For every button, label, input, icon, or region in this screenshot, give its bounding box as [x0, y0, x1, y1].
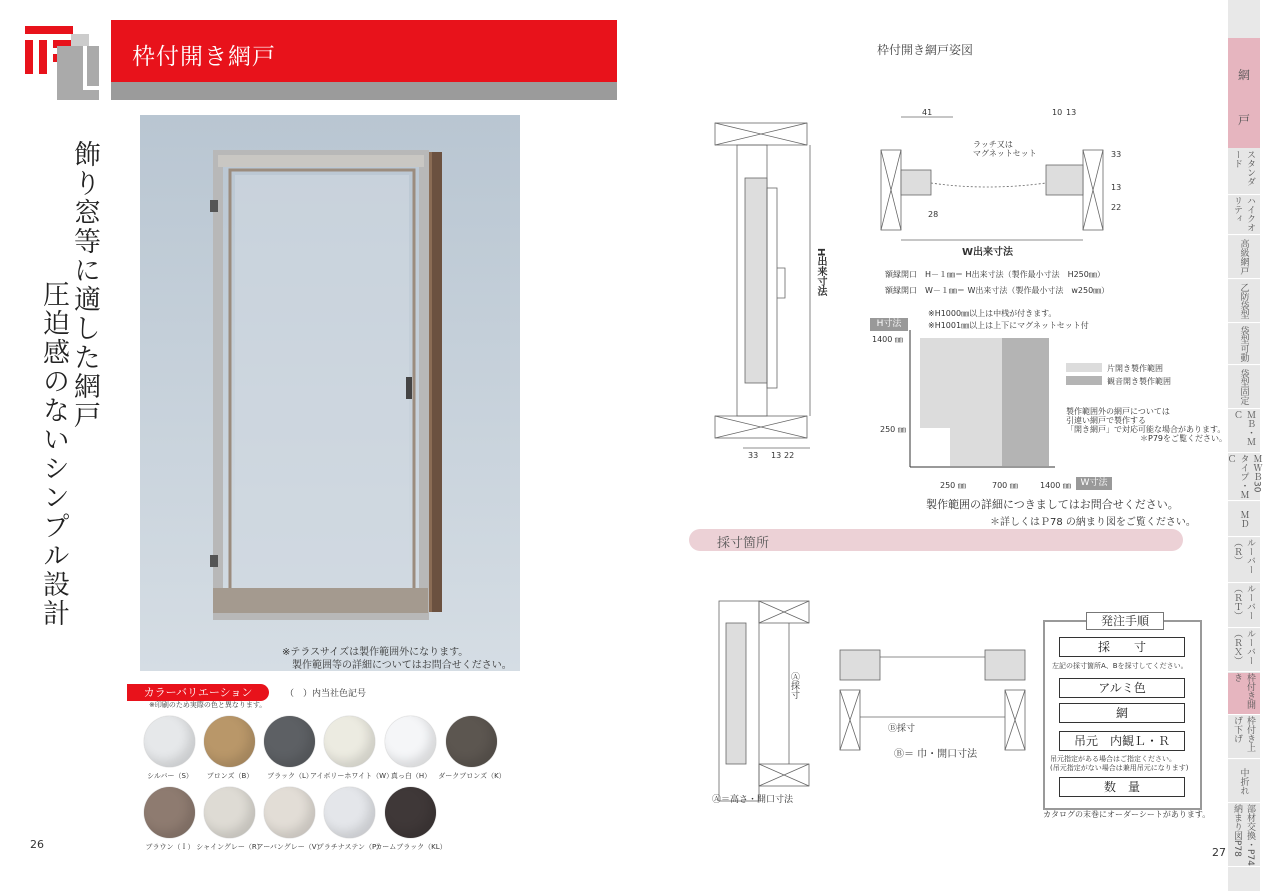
vertical-section-drawing	[700, 118, 840, 498]
order-step-net: 網	[1059, 703, 1185, 723]
color-swatch	[204, 787, 255, 838]
sidebar-item[interactable]: 乙防袋型	[1228, 280, 1260, 323]
color-swatch-label: アイボリーホワイト（W）	[310, 772, 394, 780]
range-note-4: ＊P79をご覧ください。	[1140, 434, 1228, 443]
y-axis-label: H寸法	[870, 318, 908, 331]
dim-10: 10	[1052, 108, 1063, 117]
y-tick-1400: 1400 ㎜	[872, 335, 903, 344]
legend-single-label: 片開き製作範囲	[1107, 364, 1163, 373]
sidebar-category-net[interactable]	[1228, 38, 1260, 148]
title-shadow	[111, 82, 617, 100]
range-note-3: 「開き網戸」で対応可能な場合があります。	[1066, 425, 1226, 434]
x-tick-1400: 1400 ㎜	[1040, 481, 1071, 490]
sidebar-item[interactable]: スタンダード	[1228, 150, 1260, 195]
x-tick-700: 700 ㎜	[992, 481, 1018, 490]
sidebar-item[interactable]: 高級網戸	[1228, 236, 1260, 279]
measure-vertical-drawing	[704, 596, 819, 811]
order-title: 発注手順	[1086, 612, 1164, 630]
color-swatch	[385, 787, 436, 838]
legend-single	[1066, 363, 1102, 372]
double-open-area	[1002, 338, 1049, 466]
color-swatch-label: カームブラック（KL）	[375, 843, 447, 851]
formula-2: 額縁開口 W－１㎜＝ W出来寸法（製作最小寸法 w250㎜）	[885, 286, 1110, 295]
dim-r13: 13	[1111, 183, 1122, 192]
color-swatch-label: ダークブロンズ（K）	[438, 772, 506, 780]
sidebar-item[interactable]: 枠付き開き	[1228, 673, 1260, 715]
color-swatch-label: シルバー（S）	[147, 772, 193, 780]
color-swatch-label: ブロンズ（B）	[206, 772, 254, 780]
order-footer: カタログの末巻にオーダーシートがあります。	[1043, 810, 1211, 819]
order-step-hinge-note-1: 吊元指定がある場合はご指定ください。	[1050, 755, 1176, 763]
measure-horizontal-drawing	[835, 645, 1030, 755]
order-step-color: アルミ色	[1059, 678, 1185, 698]
h-size-label: H出来寸法	[815, 248, 826, 297]
w-size-label: W出来寸法	[962, 247, 1014, 258]
color-swatch-label: ブラウン（Ｉ）	[145, 843, 195, 851]
color-swatch	[144, 787, 195, 838]
color-swatch	[264, 787, 315, 838]
page-number-right: 27	[1212, 846, 1226, 859]
photo-note-2: 製作範囲等の詳細についてはお問合せください。	[292, 660, 512, 671]
dim-33: 33	[1111, 150, 1122, 159]
dim-41: 41	[922, 108, 933, 117]
page-title: 枠付開き網戸	[132, 44, 276, 70]
color-swatch	[324, 716, 375, 767]
sidebar-item[interactable]: 枠付き上げ下げ	[1228, 716, 1260, 759]
page-number-left: 26	[30, 838, 44, 851]
color-code-note: （ ）内当社色記号	[285, 689, 367, 699]
order-step-hinge: 吊元 内観Ｌ・Ｒ	[1059, 731, 1185, 751]
sidebar-item[interactable]: ハイクオリティ	[1228, 196, 1260, 235]
order-step-measure-note: 左記の採寸箇所A、Bを採寸してください。	[1052, 662, 1188, 670]
dim-13: 13	[1066, 108, 1077, 117]
horizontal-section-drawing	[878, 105, 1118, 255]
sidebar-item[interactable]: 部材交換・P74 納まり図P78	[1228, 804, 1260, 867]
formula-1: 額縁開口 H－１㎜＝ H出来寸法（製作最小寸法 H250㎜）	[885, 270, 1105, 279]
sidebar-item[interactable]: ルーバー（ＲＴ）	[1228, 584, 1260, 628]
color-swatch	[264, 716, 315, 767]
color-swatch-label: プラチナステン（P）	[316, 843, 384, 851]
photo-note-1: ※テラスサイズは製作範囲外になります。	[282, 647, 469, 658]
dim-b22: 22	[784, 451, 795, 460]
color-print-note: ※印刷のため実際の色と異なります。	[149, 701, 267, 709]
measure-b-caption: Ⓑ＝ 巾・開口寸法	[894, 749, 978, 760]
x-tick-250: 250 ㎜	[940, 481, 966, 490]
figure-title: 枠付開き網戸姿図	[877, 43, 974, 57]
order-step-hinge-note-2: (吊元指定がない場合は兼用吊元になります)	[1050, 764, 1189, 772]
legend-double-label: 観音開き製作範囲	[1107, 377, 1171, 386]
range-footer-1: 製作範囲の詳細につきましてはお問合せください。	[926, 498, 1179, 511]
color-swatch	[204, 716, 255, 767]
dim-b13: 13	[771, 451, 782, 460]
sidebar-item[interactable]: ルーバー（ＲＸ）	[1228, 629, 1260, 672]
range-note-2: 引違い網戸で製作する	[1066, 416, 1146, 425]
measure-section-title: 採寸箇所	[717, 536, 770, 551]
range-note-1: 製作範囲外の網戸については	[1066, 407, 1170, 416]
dim-22: 22	[1111, 203, 1122, 212]
sidebar-item[interactable]: ＭＢ・ＭＣ	[1228, 410, 1260, 453]
y-tick-250: 250 ㎜	[880, 425, 906, 434]
range-footer-2: ＊詳しくはＰ78 の納まり図をご覧ください。	[990, 517, 1196, 528]
range-chart	[900, 330, 1060, 475]
catch-line-1: 飾り窓等に適した網戸	[69, 140, 100, 430]
sidebar-item[interactable]: ＭＤ	[1228, 502, 1260, 537]
x-axis-label: W寸法	[1076, 477, 1112, 490]
order-step-measure: 採 寸	[1059, 637, 1185, 657]
latch-note-2: マグネットセット	[973, 149, 1037, 158]
sidebar-item[interactable]: 袋型可動	[1228, 324, 1260, 365]
measure-a-caption: Ⓐ＝高さ・開口寸法	[712, 795, 794, 805]
order-step-quantity: 数 量	[1059, 777, 1185, 797]
color-swatch	[324, 787, 375, 838]
note-h1001: ※H1001㎜以上は上下にマグネットセット付	[928, 321, 1089, 330]
color-swatch-label: アーバングレー（V）	[256, 843, 324, 851]
color-swatch	[385, 716, 436, 767]
color-swatch-label: 真っ白（H）	[390, 772, 432, 780]
color-swatch-label: シャイングレー（R）	[196, 843, 264, 851]
note-h1000: ※H1000㎜以上は中桟が付きます。	[928, 309, 1057, 318]
color-swatch	[144, 716, 195, 767]
product-photo	[140, 115, 520, 671]
dim-b33: 33	[748, 451, 759, 460]
brand-logo	[25, 26, 100, 101]
latch-note-1: ラッチ又は	[973, 140, 1013, 149]
sidebar-item[interactable]: ＭＷＢ30タイプ・ＭＣ	[1225, 454, 1262, 499]
single-open-area-low	[950, 428, 1002, 466]
sidebar-item[interactable]: ルーバー（Ｒ）	[1228, 538, 1260, 583]
sidebar-top-2: 戸	[1238, 113, 1251, 127]
catch-line-2: 圧迫感のないシンプル設計	[38, 280, 69, 628]
sidebar-top-1: 網	[1238, 68, 1251, 82]
measure-b-label: Ⓑ採寸	[888, 724, 916, 734]
dim-28: 28	[928, 210, 939, 219]
single-open-area	[920, 338, 1002, 428]
color-swatch	[446, 716, 497, 767]
color-variation-label: カラーバリエーション	[127, 684, 269, 701]
legend-double	[1066, 376, 1102, 385]
measure-a-label: Ⓐ採寸	[789, 672, 799, 699]
sidebar-item[interactable]: 中折れ	[1228, 760, 1260, 803]
sidebar-item[interactable]: 袋型固定	[1228, 366, 1260, 409]
color-swatch-label: ブラック（L）	[267, 772, 313, 780]
